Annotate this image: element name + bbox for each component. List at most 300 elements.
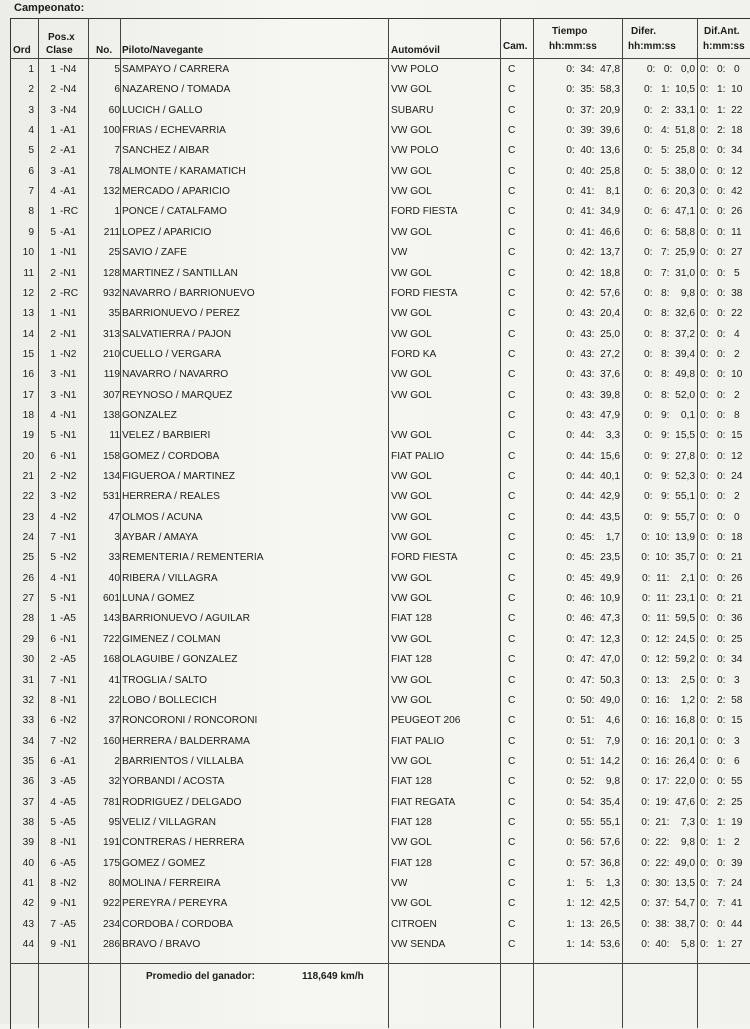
cell-pos: 1 (50, 247, 56, 259)
cell-difant: 0: 0: 4 (700, 328, 740, 340)
cell-clase: -A5 (60, 816, 76, 828)
cell-ord: 26 (22, 572, 34, 584)
cell-no: 6 (114, 84, 120, 96)
cell-ord: 13 (22, 308, 34, 320)
cell-clase: -A1 (60, 145, 76, 157)
cell-no: 138 (103, 409, 120, 421)
cell-difer: 0: 7: 31,0 (644, 267, 695, 279)
cell-difer: 0: 10: 13,9 (641, 532, 695, 544)
cell-difant: 0: 7: 41 (700, 898, 743, 910)
cell-piloto: MOLINA / FERREIRA (122, 878, 221, 889)
cell-clase: -N4 (60, 64, 77, 75)
cell-difer: 0: 6: 47,1 (644, 206, 695, 218)
cell-automovil: VW GOL (391, 267, 432, 279)
cell-clase: -N1 (60, 674, 77, 686)
cell-no: 932 (103, 287, 120, 299)
cell-pos: 3 (50, 369, 56, 381)
cell-no: 922 (103, 898, 120, 910)
cell-cam: C (508, 593, 516, 605)
cell-clase: -N1 (60, 837, 77, 849)
cell-ord: 21 (22, 471, 34, 482)
cell-piloto: ALMONTE / KARAMATICH (122, 165, 246, 177)
cell-ord: 39 (22, 837, 34, 849)
cell-ord: 42 (22, 898, 34, 910)
cell-automovil: FIAT REGATA (391, 796, 456, 808)
cell-piloto: CONTRERAS / HERRERA (122, 837, 245, 849)
cell-automovil: FIAT 128 (391, 857, 432, 869)
cell-difer: 0: 9: 0,1 (644, 409, 695, 421)
cell-automovil: VW GOL (391, 593, 432, 605)
cell-no: 5 (114, 64, 120, 75)
cell-tiempo: 0: 40: 25,8 (566, 165, 620, 177)
cell-difer: 0: 9: 52,3 (644, 471, 695, 482)
cell-no: 78 (108, 165, 120, 177)
cell-cam: C (508, 715, 516, 727)
cell-difant: 0: 0: 39 (700, 857, 743, 869)
cell-pos: 4 (50, 796, 56, 808)
cell-tiempo: 0: 43: 37,6 (566, 369, 620, 381)
cell-difer: 0: 16: 1,2 (641, 694, 695, 706)
cell-difer: 0: 10: 35,7 (641, 552, 695, 564)
cell-cam: C (508, 674, 516, 686)
cell-tiempo: 0: 42: 13,7 (566, 247, 620, 259)
header-difer: Difer. (631, 26, 657, 37)
cell-difant: 0: 0: 2 (700, 389, 740, 401)
cell-cam: C (508, 633, 516, 645)
cell-automovil: VW GOL (391, 572, 432, 584)
cell-no: 128 (103, 267, 120, 279)
cell-difer: 0: 16: 26,4 (641, 755, 695, 767)
cell-tiempo: 0: 46: 47,3 (566, 613, 620, 625)
cell-pos: 7 (50, 532, 56, 544)
cell-piloto: AYBAR / AMAYA (122, 532, 198, 544)
cell-clase: -A1 (60, 186, 76, 198)
cell-difer: 0: 11: 23,1 (641, 593, 695, 605)
cell-difant: 0: 2: 18 (700, 125, 743, 137)
cell-clase: -N1 (60, 572, 77, 584)
cell-ord: 3 (28, 104, 34, 116)
cell-difant: 0: 0: 0 (700, 64, 740, 75)
cell-automovil: FIAT PALIO (391, 450, 445, 462)
cell-ord: 12 (22, 287, 34, 299)
cell-ord: 14 (22, 328, 34, 340)
cell-difant: 0: 1: 27 (700, 939, 743, 951)
championship-title: Campeonato: (14, 2, 85, 14)
cell-cam: C (508, 939, 516, 951)
cell-difer: 0: 8: 49,8 (644, 369, 695, 381)
cell-no: 160 (103, 735, 120, 747)
cell-ord: 11 (23, 267, 34, 279)
cell-pos: 5 (50, 593, 56, 605)
cell-clase: -N1 (60, 267, 77, 279)
header-pos: Pos.x (48, 32, 75, 43)
cell-piloto: GOMEZ / CORDOBA (122, 450, 220, 462)
cell-piloto: HERRERA / REALES (122, 491, 220, 503)
cell-cam: C (508, 287, 516, 299)
cell-automovil: VW GOL (391, 308, 432, 320)
cell-pos: 6 (50, 857, 56, 869)
cell-automovil: FIAT 128 (391, 654, 432, 666)
cell-ord: 2 (28, 84, 34, 96)
cell-difer: 0: 17: 22,0 (641, 776, 695, 788)
cell-clase: -N1 (60, 939, 77, 951)
header-difant-format: h:mm:ss (703, 41, 745, 52)
cell-no: 119 (103, 369, 120, 381)
cell-automovil: FORD FIESTA (391, 552, 458, 564)
cell-difer: 0: 6: 58,8 (644, 226, 695, 238)
cell-no: 168 (103, 654, 120, 666)
cell-no: 35 (108, 308, 120, 320)
cell-clase: -A5 (60, 613, 76, 625)
cell-automovil: VW GOL (391, 389, 432, 401)
cell-clase: -A1 (60, 125, 76, 137)
cell-ord: 44 (22, 939, 34, 951)
cell-automovil: VW GOL (391, 328, 432, 340)
cell-difer: 0: 9: 27,8 (644, 450, 695, 462)
cell-clase: -A5 (60, 857, 76, 869)
cell-difant: 0: 0: 26 (700, 206, 743, 218)
cell-tiempo: 0: 44: 42,9 (566, 491, 620, 503)
cell-ord: 24 (22, 532, 34, 544)
cell-clase: -N2 (60, 491, 77, 503)
cell-clase: -N2 (60, 735, 77, 747)
cell-tiempo: 0: 44: 40,1 (566, 471, 620, 482)
cell-ord: 40 (22, 857, 34, 869)
cell-difant: 0: 0: 2 (700, 491, 740, 503)
cell-automovil: FORD FIESTA (391, 287, 458, 299)
cell-clase: -N4 (60, 104, 77, 116)
cell-cam: C (508, 878, 516, 889)
cell-piloto: SALVATIERRA / PAJON (122, 328, 232, 340)
cell-clase: -N1 (60, 328, 77, 340)
cell-cam: C (508, 84, 516, 96)
cell-ord: 41 (22, 878, 34, 889)
cell-pos: 5 (50, 552, 56, 564)
cell-cam: C (508, 796, 516, 808)
cell-ord: 32 (22, 694, 34, 706)
cell-difant: 0: 2: 25 (700, 796, 743, 808)
col-divider (38, 18, 39, 1028)
cell-tiempo: 0: 40: 13,6 (566, 145, 620, 157)
cell-tiempo: 0: 45: 49,9 (566, 572, 620, 584)
cell-no: 134 (103, 471, 120, 482)
cell-tiempo: 0: 47: 12,3 (566, 633, 620, 645)
cell-pos: 2 (50, 287, 56, 299)
cell-tiempo: 0: 42: 57,6 (566, 287, 620, 299)
cell-pos: 3 (50, 389, 56, 401)
cell-automovil: SUBARU (391, 104, 434, 116)
cell-difant: 0: 0: 12 (700, 165, 743, 177)
cell-piloto: HERRERA / BALDERRAMA (122, 735, 250, 747)
cell-automovil: VW GOL (391, 84, 432, 96)
cell-no: 2 (114, 755, 120, 767)
cell-piloto: MARTINEZ / SANTILLAN (122, 267, 238, 279)
cell-tiempo: 0: 55: 55,1 (566, 816, 620, 828)
cell-ord: 8 (28, 206, 34, 218)
cell-clase: -N1 (60, 532, 77, 544)
cell-difant: 0: 0: 2 (700, 348, 740, 360)
cell-clase: -N1 (60, 389, 77, 401)
cell-tiempo: 1: 5: 1,3 (566, 878, 620, 889)
cell-pos: 8 (50, 878, 56, 889)
cell-piloto: BARRIONUEVO / PEREZ (122, 308, 240, 320)
cell-difer: 0: 5: 25,8 (644, 145, 695, 157)
cell-cam: C (508, 755, 516, 767)
cell-piloto: OLAGUIBE / GONZALEZ (122, 654, 238, 666)
cell-tiempo: 0: 43: 25,0 (566, 328, 620, 340)
cell-no: 143 (103, 613, 120, 625)
cell-piloto: LOPEZ / APARICIO (122, 226, 212, 238)
cell-automovil: FIAT 128 (391, 816, 432, 828)
cell-pos: 3 (50, 491, 56, 503)
cell-automovil: FORD KA (391, 348, 437, 360)
cell-no: 47 (108, 511, 120, 523)
cell-piloto: NAVARRO / BARRIONUEVO (122, 287, 255, 299)
cell-automovil: VW GOL (391, 898, 432, 910)
cell-cam: C (508, 857, 516, 869)
cell-piloto: NAZARENO / TOMADA (122, 84, 231, 96)
header-no: No. (96, 45, 113, 56)
cell-difant: 0: 0: 34 (700, 145, 743, 157)
cell-automovil: FIAT 128 (391, 613, 432, 625)
cell-piloto: LUNA / GOMEZ (122, 593, 195, 605)
cell-clase: -A5 (60, 918, 76, 930)
cell-difer: 0: 8: 52,0 (644, 389, 695, 401)
cell-clase: -A5 (60, 654, 76, 666)
cell-difer: 0: 37: 54,7 (641, 898, 695, 910)
cell-cam: C (508, 328, 516, 340)
cell-automovil: VW (391, 878, 408, 889)
cell-difer: 0: 11: 59,5 (641, 613, 695, 625)
cell-tiempo: 0: 41: 8,1 (566, 186, 620, 198)
cell-cam: C (508, 186, 516, 198)
cell-pos: 2 (50, 471, 56, 482)
cell-difer: 0: 16: 20,1 (641, 735, 695, 747)
header-difer-format: hh:mm:ss (628, 41, 676, 52)
cell-ord: 30 (22, 654, 34, 666)
cell-pos: 6 (50, 755, 56, 767)
winner-average-label: Promedio del ganador: (146, 971, 255, 982)
cell-cam: C (508, 125, 516, 137)
cell-clase: -N1 (60, 369, 77, 381)
cell-ord: 37 (22, 796, 34, 808)
cell-tiempo: 0: 45: 23,5 (566, 552, 620, 564)
cell-cam: C (508, 104, 516, 116)
cell-difer: 0: 12: 24,5 (641, 633, 695, 645)
cell-tiempo: 0: 50: 49,0 (566, 694, 620, 706)
cell-ord: 43 (22, 918, 34, 930)
cell-cam: C (508, 471, 516, 482)
cell-ord: 35 (22, 755, 34, 767)
cell-difant: 0: 0: 8 (700, 409, 740, 421)
cell-tiempo: 0: 44: 43,5 (566, 511, 620, 523)
cell-piloto: VELEZ / BARBIERI (122, 430, 211, 442)
cell-clase: -A5 (60, 796, 76, 808)
cell-difer: 0: 19: 47,6 (641, 796, 695, 808)
cell-automovil: VW GOL (391, 186, 432, 198)
cell-piloto: NAVARRO / NAVARRO (122, 369, 229, 381)
cell-pos: 6 (50, 715, 56, 727)
cell-pos: 2 (50, 654, 56, 666)
cell-piloto: MERCADO / APARICIO (122, 186, 230, 198)
cell-difer: 0: 8: 9,8 (644, 287, 695, 299)
cell-automovil: VW GOL (391, 633, 432, 645)
cell-pos: 2 (50, 328, 56, 340)
cell-piloto: GOMEZ / GOMEZ (122, 857, 206, 869)
cell-cam: C (508, 348, 516, 360)
cell-difer: 0: 8: 39,4 (644, 348, 695, 360)
cell-difant: 0: 0: 21 (700, 593, 743, 605)
cell-ord: 6 (28, 165, 34, 177)
cell-clase: -N2 (60, 552, 77, 564)
cell-clase: -N1 (60, 409, 77, 421)
cell-difer: 0: 11: 2,1 (641, 572, 695, 584)
cell-difant: 0: 2: 58 (700, 694, 743, 706)
cell-piloto: YORBANDI / ACOSTA (122, 776, 225, 788)
cell-difant: 0: 0: 34 (700, 654, 743, 666)
cell-difer: 0: 9: 15,5 (644, 430, 695, 442)
cell-clase: -N1 (60, 593, 77, 605)
cell-cam: C (508, 613, 516, 625)
cell-no: 158 (103, 450, 120, 462)
cell-cam: C (508, 654, 516, 666)
cell-difer: 0: 0: 0,0 (646, 64, 695, 75)
cell-difer: 0: 30: 13,5 (641, 878, 695, 889)
cell-clase: -N1 (60, 430, 77, 442)
header-difant: Dif.Ant. (704, 26, 740, 37)
cell-piloto: BRAVO / BRAVO (122, 939, 201, 951)
cell-ord: 25 (22, 552, 34, 564)
cell-automovil: VW GOL (391, 511, 432, 523)
cell-cam: C (508, 206, 516, 218)
cell-cam: C (508, 552, 516, 564)
cell-difant: 0: 0: 24 (700, 471, 743, 482)
cell-automovil: CITROEN (391, 918, 437, 930)
cell-piloto: GONZALEZ (122, 409, 177, 421)
cell-automovil: VW GOL (391, 125, 432, 137)
cell-ord: 23 (22, 511, 34, 523)
cell-pos: 1 (50, 613, 56, 625)
cell-piloto: CORDOBA / CORDOBA (122, 918, 233, 930)
cell-piloto: SANCHEZ / AIBAR (122, 145, 210, 157)
cell-difer: 0: 21: 7,3 (641, 816, 695, 828)
cell-no: 191 (103, 837, 120, 849)
cell-pos: 8 (50, 694, 56, 706)
cell-no: 7 (114, 145, 120, 157)
cell-automovil: FORD FIESTA (391, 206, 458, 218)
cell-clase: -N2 (60, 471, 77, 482)
cell-tiempo: 0: 46: 10,9 (566, 593, 620, 605)
cell-cam: C (508, 532, 516, 544)
cell-cam: C (508, 267, 516, 279)
cell-ord: 27 (22, 593, 34, 605)
cell-pos: 9 (50, 939, 56, 951)
cell-difant: 0: 0: 0 (700, 511, 740, 523)
cell-piloto: CUELLO / VERGARA (122, 348, 222, 360)
cell-piloto: PONCE / CATALFAMO (122, 206, 227, 218)
cell-piloto: VELIZ / VILLAGRAN (122, 816, 216, 828)
cell-difer: 0: 4: 51,8 (644, 125, 695, 137)
cell-difant: 0: 0: 27 (700, 247, 743, 259)
cell-pos: 2 (50, 84, 56, 96)
cell-pos: 1 (50, 125, 56, 137)
cell-difant: 0: 0: 36 (700, 613, 743, 625)
cell-automovil: VW GOL (391, 694, 432, 706)
cell-cam: C (508, 511, 516, 523)
cell-tiempo: 0: 37: 20,9 (566, 104, 620, 116)
cell-piloto: RONCORONI / RONCORONI (122, 715, 258, 727)
cell-automovil: VW GOL (391, 369, 432, 381)
cell-ord: 34 (22, 735, 34, 747)
cell-difer: 0: 6: 20,3 (644, 186, 695, 198)
cell-cam: C (508, 735, 516, 747)
cell-difant: 0: 0: 3 (700, 674, 740, 686)
cell-tiempo: 1: 13: 26,5 (566, 918, 620, 930)
cell-difer: 0: 8: 32,6 (644, 308, 695, 320)
cell-ord: 20 (22, 450, 34, 462)
cell-tiempo: 0: 43: 39,8 (566, 389, 620, 401)
cell-difant: 0: 1: 22 (700, 104, 743, 116)
cell-difant: 0: 0: 15 (700, 430, 743, 442)
cell-pos: 1 (50, 64, 56, 75)
cell-pos: 4 (50, 572, 56, 584)
cell-no: 3 (114, 532, 120, 544)
cell-no: 37 (108, 715, 120, 727)
cell-piloto: OLMOS / ACUNA (122, 511, 203, 523)
cell-tiempo: 0: 45: 1,7 (566, 532, 620, 544)
cell-difer: 0: 22: 9,8 (641, 837, 695, 849)
cell-piloto: BARRIENTOS / VILLALBA (122, 755, 244, 767)
header-cam: Cam. (503, 41, 528, 52)
cell-piloto: SAMPAYO / CARRERA (122, 64, 230, 75)
cell-no: 781 (103, 796, 120, 808)
cell-ord: 19 (22, 430, 34, 442)
cell-pos: 5 (50, 430, 56, 442)
cell-cam: C (508, 165, 516, 177)
cell-difant: 0: 7: 24 (700, 878, 743, 889)
cell-ord: 10 (22, 247, 34, 259)
cell-tiempo: 0: 51: 7,9 (566, 735, 620, 747)
cell-automovil: VW SENDA (391, 939, 446, 951)
cell-clase: -A5 (60, 776, 76, 788)
cell-tiempo: 0: 41: 46,6 (566, 226, 620, 238)
cell-tiempo: 0: 39: 39,6 (566, 125, 620, 137)
cell-no: 601 (103, 593, 120, 605)
header-clase: Clase (46, 45, 73, 56)
cell-tiempo: 0: 43: 20,4 (566, 308, 620, 320)
cell-pos: 4 (50, 511, 56, 523)
cell-pos: 1 (50, 348, 56, 360)
cell-difant: 0: 0: 26 (700, 572, 743, 584)
cell-automovil: VW (391, 247, 408, 259)
col-divider (697, 18, 698, 1028)
cell-clase: -N2 (60, 715, 77, 727)
cell-cam: C (508, 694, 516, 706)
cell-tiempo: 1: 14: 53,6 (566, 939, 620, 951)
cell-no: 25 (108, 247, 120, 259)
cell-clase: -N1 (60, 308, 77, 320)
header-tiempo-format: hh:mm:ss (549, 41, 597, 52)
cell-cam: C (508, 898, 516, 910)
cell-tiempo: 0: 52: 9,8 (566, 776, 620, 788)
cell-no: 11 (109, 430, 120, 442)
cell-cam: C (508, 491, 516, 503)
cell-ord: 29 (22, 633, 34, 645)
cell-pos: 8 (50, 837, 56, 849)
footer-divider (10, 963, 750, 964)
cell-piloto: BARRIONUEVO / AGUILAR (122, 613, 250, 625)
cell-piloto: PEREYRA / PEREYRA (122, 898, 228, 910)
